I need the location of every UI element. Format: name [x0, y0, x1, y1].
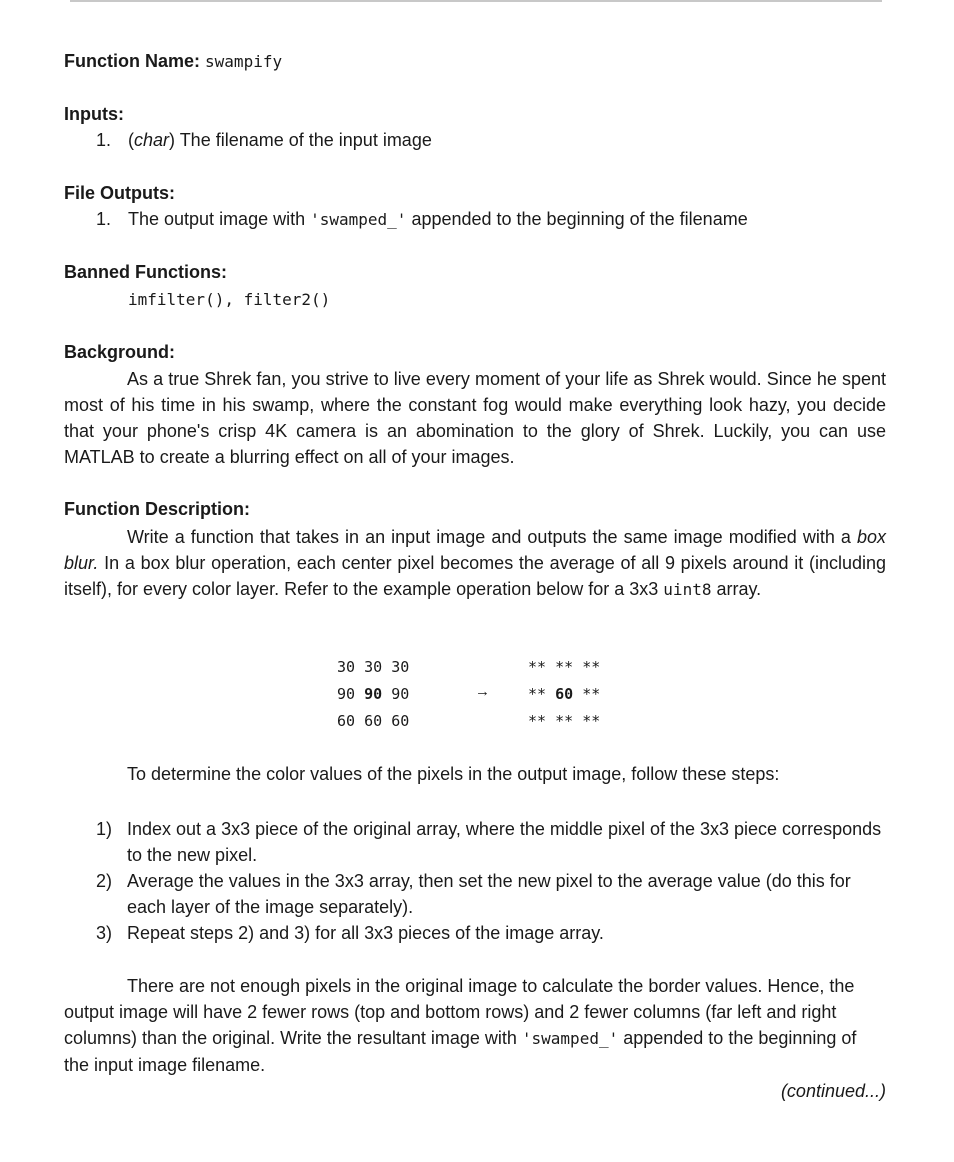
border-paragraph — [64, 973, 886, 1078]
inputs-item-1: 1. (char) The filename of the input image — [96, 130, 432, 150]
matrix-cell: ** — [582, 712, 601, 730]
file-outputs-item-1 — [96, 209, 748, 230]
example-input-matrix — [337, 654, 409, 735]
file-outputs-item-number: 1. — [96, 209, 112, 229]
matrix-cell: ** — [555, 658, 574, 676]
function-name-label: Function Name: — [64, 51, 201, 71]
function-name-value: swampify — [205, 52, 283, 71]
banned-functions-list: imfilter(), filter2() — [128, 290, 331, 309]
background-heading: Background: — [64, 342, 176, 362]
inputs-item-type: char — [134, 130, 170, 150]
matrix-cell: 90 — [391, 685, 410, 703]
inputs-item-number: 1. — [96, 130, 112, 150]
continued-note: (continued...) — [780, 1081, 886, 1101]
description-text-2: In a box blur operation, each center pixel becomes the average of all 9 pixels around it (including itself), for every color layer. Refer to the example operation below for a 3x3 — [64, 553, 886, 599]
inputs-heading: Inputs: — [64, 104, 124, 124]
matrix-cell: 30 — [364, 658, 383, 676]
border-code: 'swamped_' — [521, 1029, 619, 1048]
arrow-icon: → — [475, 683, 490, 700]
matrix-cell-center: 60 — [555, 685, 574, 703]
step-text: Average the values in the 3x3 array, then set the new pixel to the average value (do this for each layer of the image separately). — [127, 871, 851, 917]
matrix-cell: 30 — [337, 658, 356, 676]
background-paragraph — [64, 366, 886, 470]
matrix-cell: ** — [555, 712, 574, 730]
step-1 — [96, 816, 886, 868]
step-number: 2) — [96, 871, 113, 891]
matrix-cell: 60 — [391, 712, 410, 730]
step-3 — [96, 920, 886, 946]
matrix-cell: ** — [528, 658, 547, 676]
matrix-cell: ** — [528, 685, 547, 703]
matrix-cell: ** — [582, 658, 601, 676]
inputs-item-text: The filename of the input image — [175, 130, 432, 150]
file-outputs-item-before: The output image with — [128, 209, 311, 229]
description-code: uint8 — [663, 580, 712, 599]
matrix-cell: 60 — [364, 712, 383, 730]
matrix-cell: 90 — [337, 685, 356, 703]
description-text-1: Write a function that takes in an input image and outputs the same image modified with a — [127, 527, 857, 547]
border-text-1: There are not enough pixels in the original image to calculate the border values. Hence, the output image will have 2 fewer rows (top and bottom rows) and 2 fewer columns (far left and right columns) than the original. Write the resultant image with — [64, 976, 855, 1048]
file-outputs-heading: File Outputs: — [64, 183, 175, 203]
example-output-matrix — [528, 654, 600, 735]
file-outputs-item-code: 'swamped_' — [310, 210, 407, 229]
description-paragraph — [64, 524, 886, 603]
steps-intro: To determine the color values of the pixels in the output image, follow these steps: — [127, 764, 780, 784]
matrix-cell: 30 — [391, 658, 410, 676]
matrix-cell: ** — [528, 712, 547, 730]
background-text: As a true Shrek fan, you strive to live every moment of your life as Shrek would. Since he spent most of his time in his swamp, where the constant fog would make everything look hazy, you decide that your phone's crisp 4K camera is an abomination to the glory of Shrek. Luckily, you can use MATLAB to create a blurring effect on all of your images. — [64, 369, 886, 467]
border-text-2: appended to the beginning of the input image filename. — [64, 1028, 857, 1075]
function-name-line — [64, 51, 282, 72]
description-emphasis: box blur. — [64, 527, 886, 573]
step-2 — [96, 868, 886, 920]
step-number: 3) — [96, 923, 113, 943]
banned-functions-heading: Banned Functions: — [64, 262, 227, 282]
description-text-3: array. — [711, 579, 762, 599]
description-heading: Function Description: — [64, 499, 250, 519]
step-text: Repeat steps 2) and 3) for all 3x3 pieces of the image array. — [127, 923, 604, 943]
top-divider — [70, 0, 882, 2]
matrix-cell-center: 90 — [364, 685, 383, 703]
matrix-cell: ** — [582, 685, 601, 703]
step-text: Index out a 3x3 piece of the original array, where the middle pixel of the 3x3 piece corresponds to the new pixel. — [127, 819, 882, 865]
step-number: 1) — [96, 819, 113, 839]
file-outputs-item-after: appended to the beginning of the filename — [406, 209, 748, 229]
matrix-cell: 60 — [337, 712, 356, 730]
